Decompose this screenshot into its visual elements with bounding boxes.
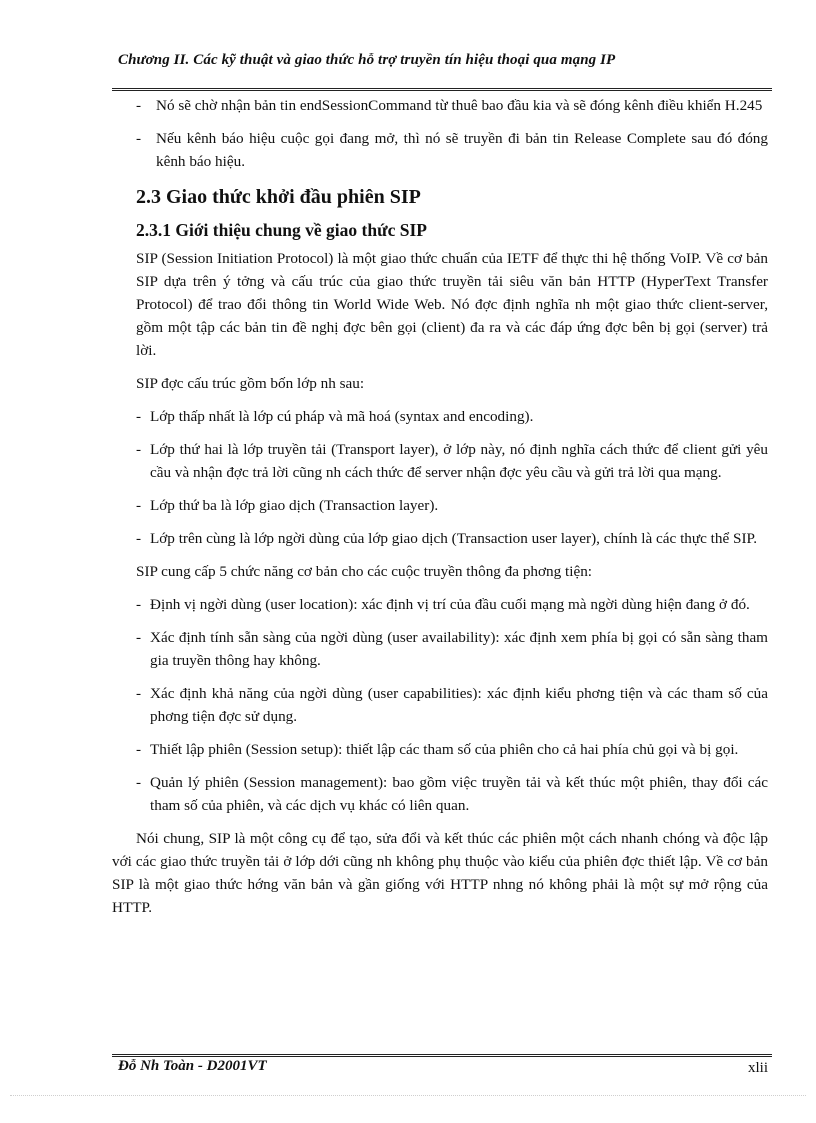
bullet-dash: - (136, 441, 142, 458)
footer-rule (112, 1054, 772, 1057)
subsection-heading: 2.3.1 Giới thiệu chung về giao thức SIP (136, 220, 427, 240)
section-heading: 2.3 Giao thức khởi đầu phiên SIP (136, 186, 421, 208)
list-item-text: Thiết lập phiên (Session setup): thiết lập các tham số của phiên cho cả hai phía chủ gọi và bị gọi. (150, 741, 739, 758)
list-item-text: Quản lý phiên (Session management): bao gồm việc truyền tải và kết thúc một phiên, thay đổi các tham số của phiên, và các dịch vụ khác có liên quan. (150, 774, 768, 814)
list-item (136, 682, 768, 728)
list-item (136, 405, 768, 428)
page-content (112, 92, 768, 929)
list-item (136, 593, 768, 616)
functions-list (136, 593, 768, 817)
bullet-dash: - (136, 596, 142, 613)
paragraph-intro: SIP (Session Initiation Protocol) là một giao thức chuẩn của IETF để thực thi hệ thống VoIP. Về cơ bản SIP dựa trên ý tởng và cấu trúc của giao thức truyền tải siêu văn bản HTTP (HyperText Transfer Protocol) để trao đổi thông tin World Wide Web. Nó đợc định nghĩa nh một giao thức client-server, gồm một tập các bản tin đề nghị đợc bên gọi (client) đa ra và các đáp ứng đợc bên bị gọi (server) trả lời. (136, 250, 768, 359)
bullet-dash: - (136, 408, 142, 425)
list-item (136, 438, 768, 484)
page-divider (10, 1095, 806, 1096)
list-item-text: Xác định tính sẵn sàng của ngời dùng (user availability): xác định xem phía bị gọi có sẵn sàng tham gia truyền thông hay không. (150, 629, 768, 669)
paragraph-functions-intro: SIP cung cấp 5 chức năng cơ bản cho các cuộc truyền thông đa phơng tiện: (136, 563, 593, 580)
list-item (136, 527, 768, 550)
list-item-text: Nó sẽ chờ nhận bản tin endSessionCommand từ thuê bao đầu kia và sẽ đóng kênh điều khiển H.245 (156, 97, 763, 114)
layers-list (136, 405, 768, 550)
bullet-dash: - (136, 130, 142, 147)
list-item-text: Nếu kênh báo hiệu cuộc gọi đang mở, thì nó sẽ truyền đi bản tin Release Complete sau đó đóng kênh báo hiệu. (156, 130, 768, 170)
footer-author: Đỗ Nh Toàn - D2001VT (118, 1058, 267, 1074)
list-item (136, 771, 768, 817)
paragraph-conclusion: Nói chung, SIP là một công cụ để tạo, sửa đổi và kết thúc các phiên một cách nhanh chóng và độc lập với các giao thức truyền tải ở lớp dới cũng nh không phụ thuộc vào kiểu của phiên đợc thiết lập. Về cơ bản SIP là một giao thức hớng văn bản và gần giống với HTTP nhng nó không phải là một sự mở rộng của HTTP. (112, 830, 768, 916)
list-item (136, 738, 768, 761)
bullet-dash: - (136, 774, 142, 791)
bullet-dash: - (136, 97, 142, 114)
bullet-dash: - (136, 497, 142, 514)
bullet-dash: - (136, 629, 142, 646)
list-item-text: Định vị ngời dùng (user location): xác định vị trí của đầu cuối mạng mà ngời dùng hiện đang ở đó. (150, 596, 750, 613)
list-item-text: Lớp trên cùng là lớp ngời dùng của lớp giao dịch (Transaction user layer), chính là các thực thể SIP. (150, 530, 758, 547)
header-rule (112, 88, 772, 91)
list-item-text: Lớp thấp nhất là lớp cú pháp và mã hoá (syntax and encoding). (150, 408, 534, 425)
bullet-dash: - (136, 741, 142, 758)
list-item (136, 626, 768, 672)
list-item (136, 494, 768, 517)
bullet-dash: - (136, 530, 142, 547)
list-item-text: Xác định khả năng của ngời dùng (user capabilities): xác định kiểu phơng tiện và các tham số của phơng tiện đợc sử dụng. (150, 685, 768, 725)
list-item-text: Lớp thứ ba là lớp giao dịch (Transaction layer). (150, 497, 439, 514)
list-item (136, 127, 768, 173)
page-number: xlii (747, 1060, 768, 1076)
bullet-dash: - (136, 685, 142, 702)
list-item-text: Lớp thứ hai là lớp truyền tải (Transport layer), ở lớp này, nó định nghĩa cách thức để client gửi yêu cầu và nhận đợc trả lời cũng nh cách thức để server nhận đợc yêu cầu và gửi trả lời qua mạng. (150, 441, 768, 481)
list-item (136, 94, 768, 117)
paragraph-layers-intro: SIP đợc cấu trúc gồm bốn lớp nh sau: (136, 375, 365, 392)
chapter-header: Chương II. Các kỹ thuật và giao thức hỗ trợ truyền tín hiệu thoại qua mạng IP (118, 52, 616, 68)
